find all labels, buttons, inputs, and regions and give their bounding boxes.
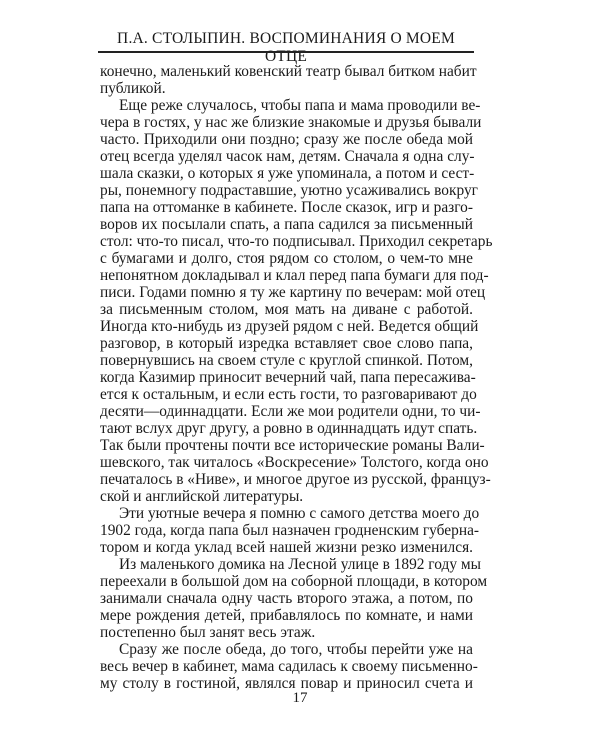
page-body bbox=[100, 63, 493, 692]
text-line: му столу в гостиной, являлся повар и приносил счета и bbox=[100, 675, 473, 692]
text-line: шала сказки, о которых я уже упоминала, а потом и сест- bbox=[100, 165, 475, 182]
text-line: Еще реже случалось, чтобы папа и мама проводили ве- bbox=[119, 97, 481, 114]
text-line: десяти—одиннадцати. Если же мои родители одни, то чи- bbox=[100, 403, 481, 420]
text-line: чера в гостях, у нас же близкие знакомые и друзья бывали bbox=[100, 114, 482, 131]
text-line: шевского, так читалось «Воскресение» Толстого, когда оно bbox=[100, 454, 489, 471]
text-line: когда Казимир приносит вечерний чай, папа пересажива- bbox=[100, 369, 476, 386]
text-line: конечно, маленький ковенский театр бывал битком набит bbox=[100, 63, 477, 80]
text-line: ской и английской литературы. bbox=[100, 488, 304, 505]
text-line: ется к остальным, и если есть гости, то разговаривают до bbox=[100, 386, 477, 403]
text-line: тают вслух друг другу, а ровно в одиннадцать идут спать. bbox=[100, 420, 478, 437]
text-line: папа на оттоманке в кабинете. После сказок, игр и разго- bbox=[100, 199, 473, 216]
text-line: весь вечер в кабинет, мама садилась к своему письменно- bbox=[100, 658, 478, 675]
text-line: занимали сначала одну часть второго этажа, а потом, по bbox=[100, 590, 473, 607]
text-line: Иногда кто-нибудь из друзей рядом с ней. Ведется общий bbox=[100, 318, 479, 335]
text-line: 1902 года, когда папа был назначен гродненским губерна- bbox=[100, 522, 480, 539]
page-number: 17 bbox=[292, 690, 308, 706]
text-line: воров их посылали спать, а папа садился за письменный bbox=[100, 216, 473, 233]
text-line: Из маленького домика на Лесной улице в 1892 году мы bbox=[119, 556, 481, 573]
text-line: тором и когда уклад всей нашей жизни резко изменился. bbox=[100, 539, 473, 556]
text-line: с бумагами и долго, стоя рядом со столом, о чем-то мне bbox=[100, 250, 473, 267]
text-line: переехали в большой дом на соборной площади, в котором bbox=[100, 573, 488, 590]
running-header: П.А. СТОЛЫПИН. ВОСПОМИНАНИЯ О МОЕМ ОТЦЕ bbox=[117, 30, 455, 65]
text-line: за письменным столом, моя мать на диване с работой. bbox=[100, 301, 473, 318]
text-line: мере рождения детей, прибавлялось по комнате, и нами bbox=[100, 607, 473, 624]
text-line: писи. Годами помню я ту же картину по вечерам: мой отец bbox=[100, 284, 486, 301]
text-line: постепенно был занят весь этаж. bbox=[100, 624, 316, 641]
text-line: печаталось в «Ниве», и многое другое из русской, француз- bbox=[100, 471, 491, 488]
text-line: Эти уютные вечера я помню с самого детства моего до bbox=[119, 505, 480, 522]
paragraph bbox=[100, 641, 478, 692]
paragraph bbox=[100, 556, 488, 641]
paragraph bbox=[100, 505, 480, 556]
text-line: ры, понемногу подраставшие, уютно усаживались вокруг bbox=[100, 182, 478, 199]
text-line: повернувшись на своем стуле с круглой спинкой. Потом, bbox=[100, 352, 473, 369]
paragraph bbox=[100, 97, 493, 505]
text-line: непонятном докладывал и клал перед папа бумаги для под- bbox=[100, 267, 489, 284]
paragraph bbox=[100, 63, 477, 97]
text-line: публикой. bbox=[100, 80, 166, 97]
text-line: часто. Приходили они поздно; сразу же после обеда мой bbox=[100, 131, 473, 148]
text-line: Сразу же после обеда, до того, чтобы перейти уже на bbox=[119, 641, 473, 658]
text-line: отец всегда уделял часок нам, детям. Сначала я одна слу- bbox=[100, 148, 475, 165]
text-line: стол: что-то писал, что-то подписывал. Приходил секретарь bbox=[100, 233, 493, 250]
text-line: разговор, в который изредка вставляет свое слово папа, bbox=[100, 335, 473, 352]
header-rule bbox=[98, 51, 474, 53]
text-line: Так были прочтены почти все исторические романы Вали- bbox=[100, 437, 485, 454]
